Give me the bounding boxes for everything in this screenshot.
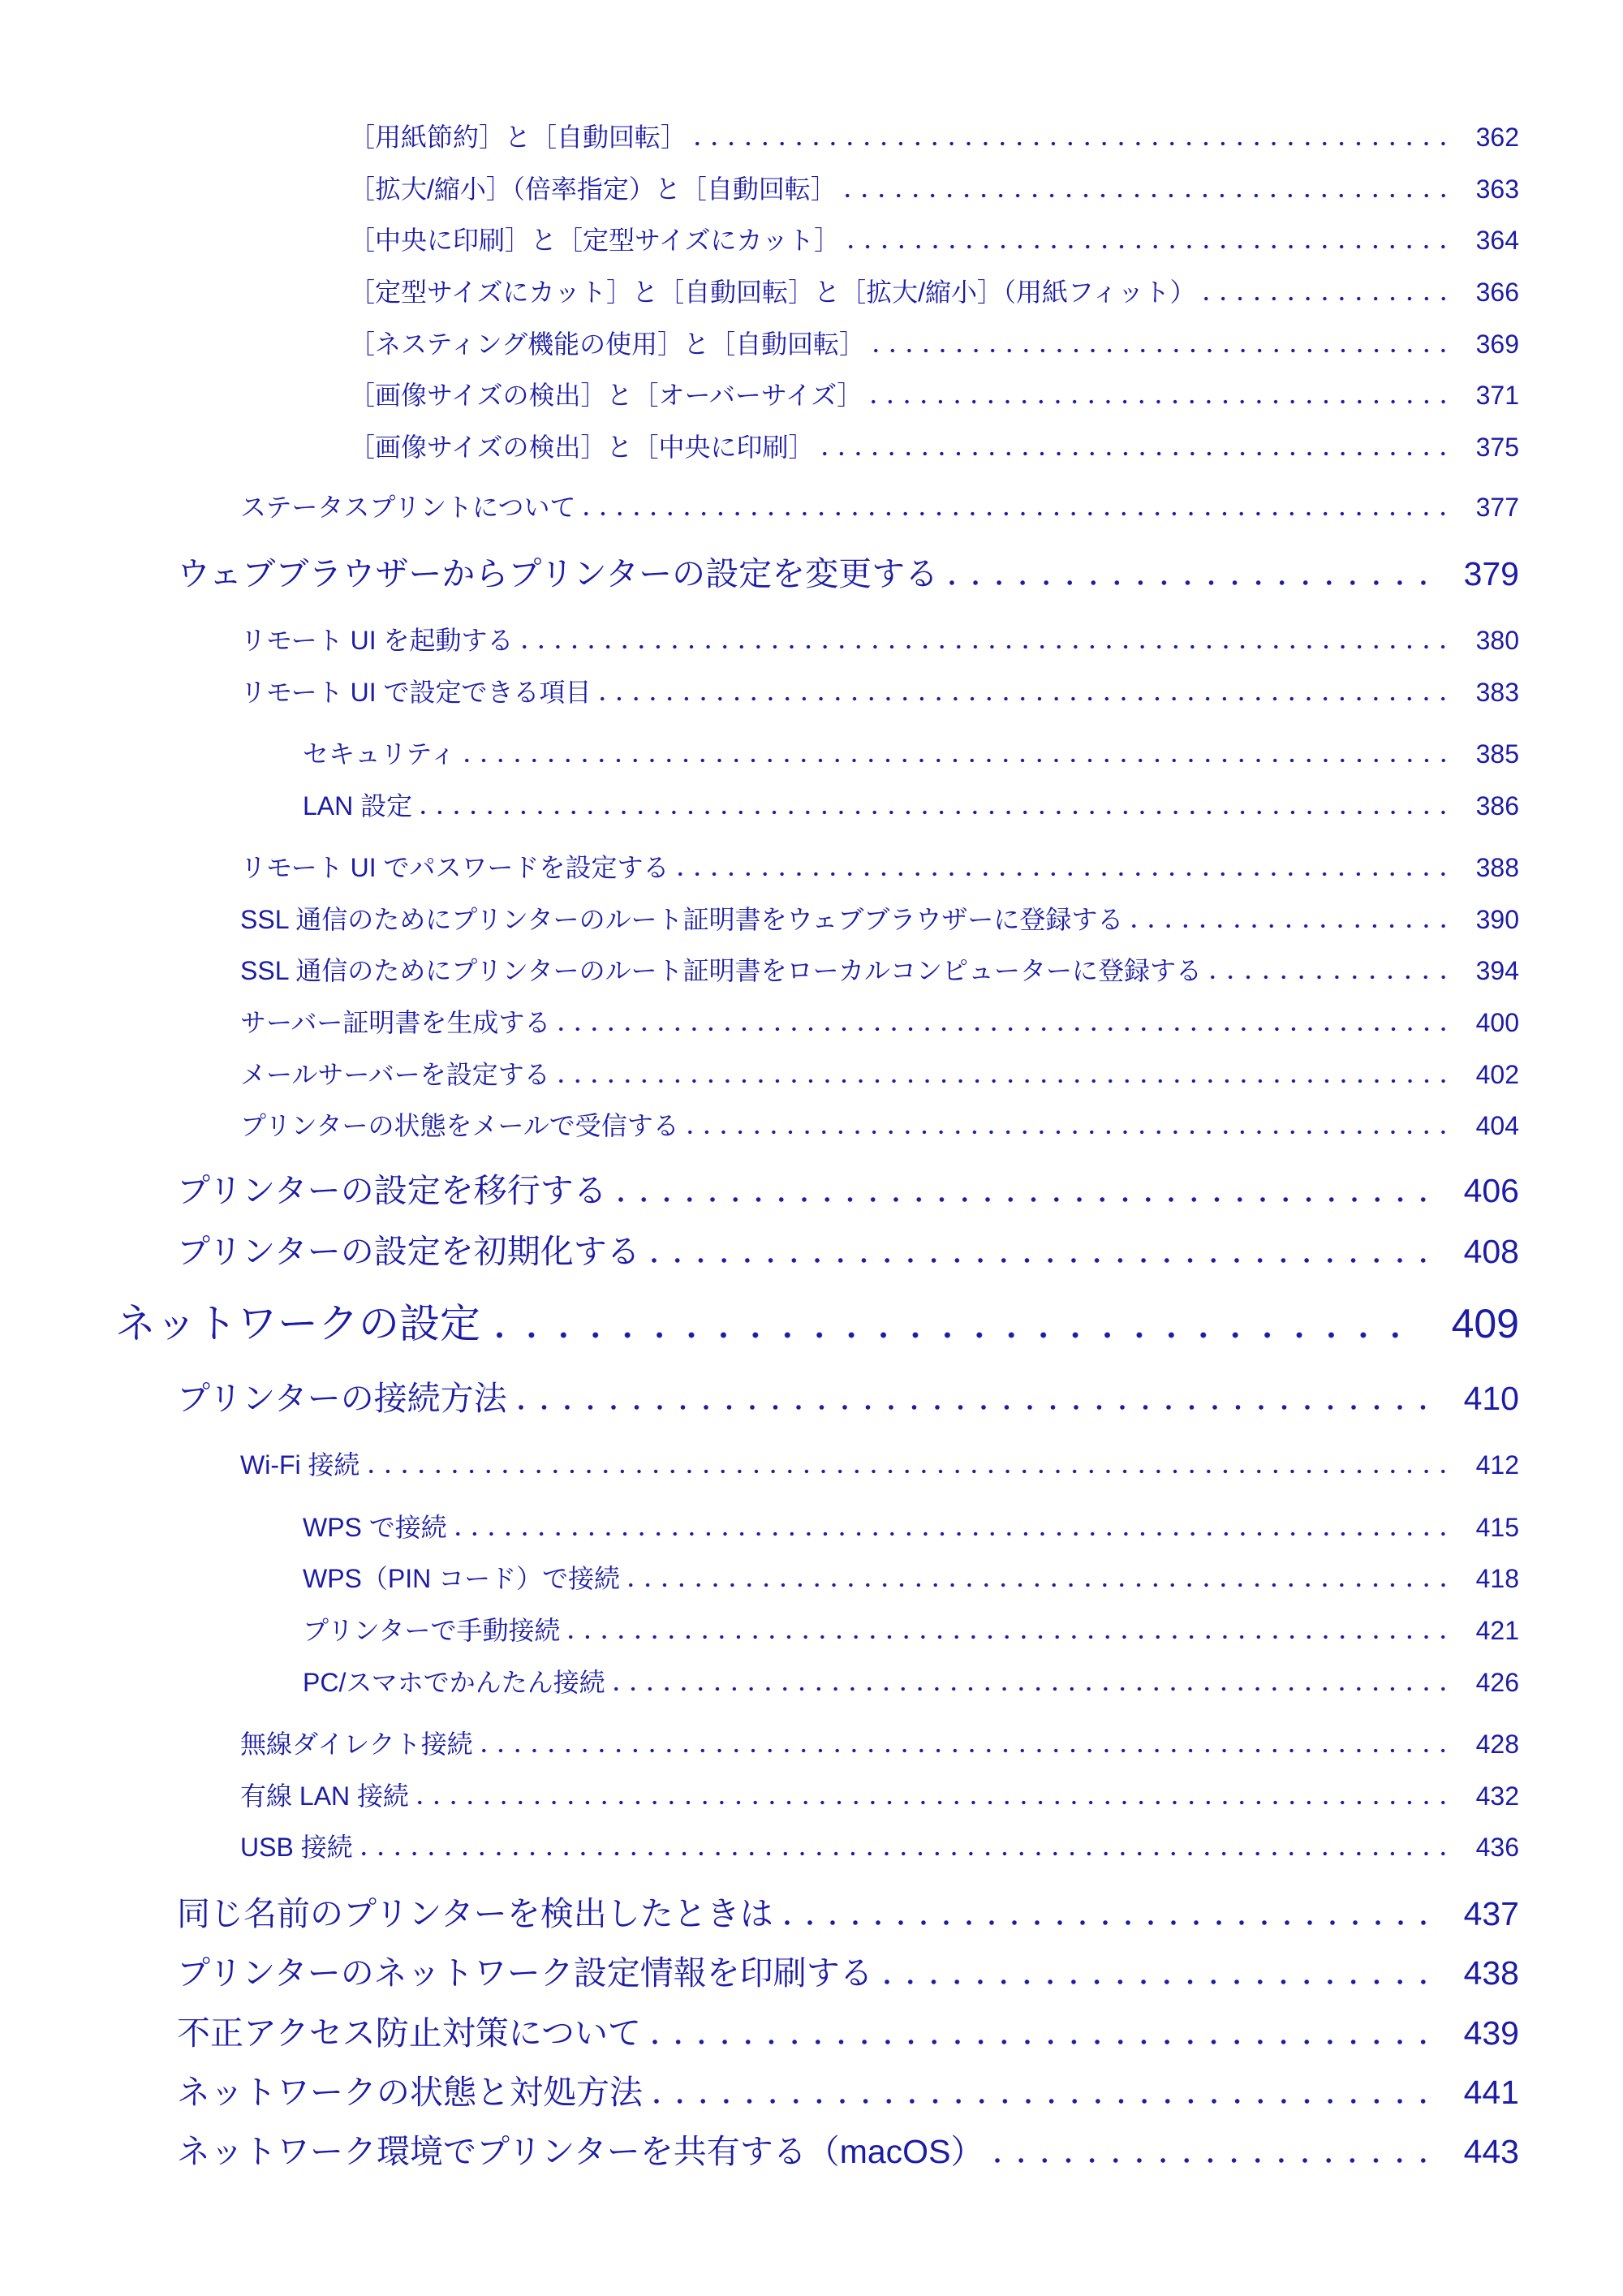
dot-leader	[622, 1582, 1451, 1588]
toc-entry-title: ネットワーク環境でプリンターを共有する（macOS）	[177, 2133, 984, 2170]
toc-entry[interactable]	[177, 1950, 1519, 1996]
toc-entry-page: 369	[1475, 330, 1519, 359]
toc-entry-title: プリンターで手動接続	[303, 1616, 561, 1645]
dot-leader	[876, 1978, 1435, 1986]
toc-entry-page: 366	[1475, 278, 1519, 307]
toc-entry-title: 無線ダイレクト接続	[240, 1730, 473, 1759]
dot-leader	[1198, 295, 1451, 302]
toc-entry-page: 412	[1475, 1450, 1519, 1480]
toc-entry-title: 同じ名前のプリンターを検出したときは	[177, 1895, 773, 1932]
toc-entry[interactable]	[240, 1778, 1519, 1814]
dot-leader	[510, 1403, 1435, 1411]
toc-entry-title: Wi-Fi 接続	[240, 1450, 360, 1480]
toc-entry-title: ウェブブラウザーからプリンターの設定を変更する	[177, 555, 939, 592]
toc-entry-page: 418	[1475, 1564, 1519, 1593]
toc-entry-page: 379	[1463, 555, 1519, 592]
toc-entry-title: プリンターの接続方法	[177, 1380, 507, 1417]
toc-entry-page: 439	[1463, 2014, 1519, 2052]
toc-entry-page: 438	[1463, 1954, 1519, 1992]
toc-entry-page: 383	[1475, 678, 1519, 707]
dot-leader	[839, 192, 1452, 199]
toc-entry-title: WPS（PIN コード）で接続	[303, 1564, 621, 1593]
toc-entry[interactable]	[303, 1665, 1519, 1700]
toc-entry[interactable]	[240, 1447, 1519, 1483]
toc-entry[interactable]	[177, 551, 1519, 597]
toc-entry-page: 409	[1451, 1301, 1519, 1346]
toc-entry[interactable]	[240, 1057, 1519, 1092]
toc-entry-title: SSL 通信のためにプリンターのルート証明書をウェブブラウザーに登録する	[240, 905, 1124, 934]
toc-entry-title: サーバー証明書を生成する	[240, 1008, 551, 1037]
toc-entry[interactable]	[240, 622, 1519, 658]
toc-entry-page: 402	[1475, 1060, 1519, 1089]
toc-entry-page: 443	[1463, 2133, 1519, 2170]
toc-entry-title: リモート UI でパスワードを設定する	[240, 853, 669, 882]
toc-entry-page: 400	[1475, 1008, 1519, 1037]
dot-leader	[1204, 974, 1452, 980]
dot-leader	[553, 1026, 1451, 1032]
toc-entry-title: リモート UI で設定できる項目	[240, 678, 592, 707]
toc-entry[interactable]	[240, 1108, 1519, 1144]
toc-entry-title: USB 接続	[240, 1833, 353, 1862]
toc-entry-title: プリンターのネットワーク設定情報を印刷する	[177, 1954, 873, 1992]
dot-leader	[608, 1686, 1452, 1692]
toc-entry-title: 有線 LAN 接続	[240, 1781, 410, 1811]
toc-entry[interactable]	[303, 736, 1519, 772]
dot-leader	[816, 450, 1451, 457]
dot-leader	[644, 2038, 1435, 2046]
dot-leader	[986, 2156, 1434, 2165]
toc-entry[interactable]	[303, 1510, 1519, 1545]
toc-entry[interactable]	[349, 326, 1519, 362]
dot-leader	[415, 809, 1451, 816]
toc-entry-title: WPS で接続	[303, 1513, 447, 1542]
dot-leader	[553, 1078, 1452, 1084]
dot-leader	[355, 1850, 1452, 1857]
toc-entry[interactable]	[177, 1891, 1519, 1936]
toc-entry[interactable]	[240, 1005, 1519, 1040]
toc-entry-page: 410	[1463, 1380, 1519, 1417]
dot-leader	[941, 579, 1435, 587]
toc-entry[interactable]	[349, 171, 1519, 207]
dot-leader	[476, 1747, 1452, 1754]
dot-leader	[609, 1195, 1435, 1204]
toc-entry[interactable]	[349, 119, 1519, 155]
toc-entry[interactable]	[177, 2129, 1519, 2174]
dot-leader	[363, 1468, 1452, 1475]
toc-entry-page: 385	[1475, 739, 1519, 769]
toc-entry[interactable]	[177, 2070, 1519, 2115]
toc-entry[interactable]	[115, 1296, 1519, 1351]
dot-leader	[645, 2097, 1435, 2105]
toc-entry-title: プリンターの設定を移行する	[177, 1172, 607, 1209]
toc-entry[interactable]	[303, 1561, 1519, 1596]
toc-entry-title: ［ネスティング機能の使用］と［自動回転］	[349, 330, 866, 359]
toc-entry-page: 408	[1463, 1233, 1519, 1270]
toc-entry[interactable]	[349, 429, 1519, 465]
dot-leader	[867, 347, 1451, 354]
toc-entry-title: プリンターの設定を初期化する	[177, 1233, 640, 1270]
toc-entry-page: 380	[1475, 626, 1519, 655]
toc-entry[interactable]	[240, 674, 1519, 710]
toc-entry[interactable]	[303, 1613, 1519, 1648]
toc-entry-title: PC/スマホでかんたん接続	[303, 1668, 605, 1697]
toc-entry-page: 437	[1463, 1895, 1519, 1932]
toc-entry[interactable]	[177, 1168, 1519, 1213]
toc-entry-title: SSL 通信のためにプリンターのルート証明書をローカルコンピューターに登録する	[240, 956, 1202, 985]
toc-entry-title: LAN 設定	[303, 791, 413, 821]
toc-entry-page: 426	[1475, 1668, 1519, 1697]
toc-entry[interactable]	[240, 489, 1519, 525]
toc-entry-page: 375	[1475, 433, 1519, 462]
toc-entry-page: 436	[1475, 1833, 1519, 1862]
toc-entry-page: 388	[1475, 853, 1519, 882]
toc-entry-title: ［画像サイズの検出］と［オーバーサイズ］	[349, 381, 863, 410]
toc-entry-title: ネットワークの状態と対処方法	[177, 2074, 643, 2111]
dot-leader	[562, 1634, 1451, 1640]
toc-entry-title: ネットワークの設定	[115, 1301, 480, 1346]
toc-entry-title: ［中央に印刷］と［定型サイズにカット］	[349, 226, 841, 255]
toc-entry-title: 不正アクセス防止対策について	[177, 2014, 641, 2052]
toc-entry-page: 441	[1463, 2074, 1519, 2111]
toc-entry-page: 371	[1475, 381, 1519, 410]
dot-leader	[411, 1799, 1452, 1806]
toc-entry[interactable]	[349, 222, 1519, 258]
dot-leader	[682, 1129, 1452, 1135]
toc-entry[interactable]	[349, 377, 1519, 413]
toc-entry-title: プリンターの状態をメールで受信する	[240, 1111, 679, 1140]
toc-entry-page: 421	[1475, 1616, 1519, 1645]
toc-entry-page: 394	[1475, 956, 1519, 985]
dot-leader	[484, 1330, 1411, 1340]
dot-leader	[672, 871, 1452, 877]
toc-entry-page: 428	[1475, 1730, 1519, 1759]
toc-entry[interactable]	[240, 902, 1519, 937]
toc-entry-page: 386	[1475, 791, 1519, 821]
toc-entry-page: 377	[1475, 493, 1519, 522]
toc-entry[interactable]	[349, 274, 1519, 310]
toc-entry-page: 390	[1475, 905, 1519, 934]
toc-entry-title: ［用紙節約］と［自動回転］	[349, 123, 687, 152]
dot-leader	[776, 1919, 1435, 1927]
toc-entry-page: 415	[1475, 1513, 1519, 1542]
dot-leader	[594, 696, 1452, 702]
dot-leader	[458, 757, 1452, 764]
toc-entry-page: 406	[1463, 1172, 1519, 1209]
toc-entry-title: メールサーバーを設定する	[240, 1060, 550, 1089]
toc-entry-title: ［定型サイズにカット］と［自動回転］と［拡大/縮小］（用紙フィット）	[349, 278, 1196, 307]
toc-entry-page: 364	[1475, 226, 1519, 255]
toc-entry-title: リモート UI を起動する	[240, 626, 514, 655]
dot-leader	[865, 398, 1451, 405]
toc-entry[interactable]	[303, 788, 1519, 824]
toc-entry[interactable]	[177, 2010, 1519, 2056]
toc-entry[interactable]	[240, 1726, 1519, 1762]
toc-entry-title: セキュリティ	[303, 739, 456, 769]
dot-leader	[516, 644, 1452, 650]
dot-leader	[842, 243, 1451, 250]
dot-leader	[689, 140, 1452, 147]
toc-entry-title: ［画像サイズの検出］と［中央に印刷］	[349, 433, 815, 462]
dot-leader	[1126, 923, 1451, 929]
dot-leader	[578, 510, 1451, 517]
dot-leader	[450, 1531, 1452, 1537]
toc-entry[interactable]	[177, 1229, 1519, 1274]
toc-entry-page: 362	[1475, 123, 1519, 152]
toc-entry-page: 404	[1475, 1111, 1519, 1140]
dot-leader	[643, 1256, 1435, 1264]
toc-entry[interactable]	[240, 1829, 1519, 1865]
toc-entry[interactable]	[177, 1376, 1519, 1421]
toc-entry-page: 432	[1475, 1781, 1519, 1811]
toc-entry-page: 363	[1475, 174, 1519, 204]
toc-entry[interactable]	[240, 850, 1519, 885]
toc-entry-title: ［拡大/縮小］（倍率指定）と［自動回転］	[349, 174, 837, 204]
toc-entry-title: ステータスプリントについて	[240, 493, 576, 522]
toc-entry[interactable]	[240, 953, 1519, 989]
